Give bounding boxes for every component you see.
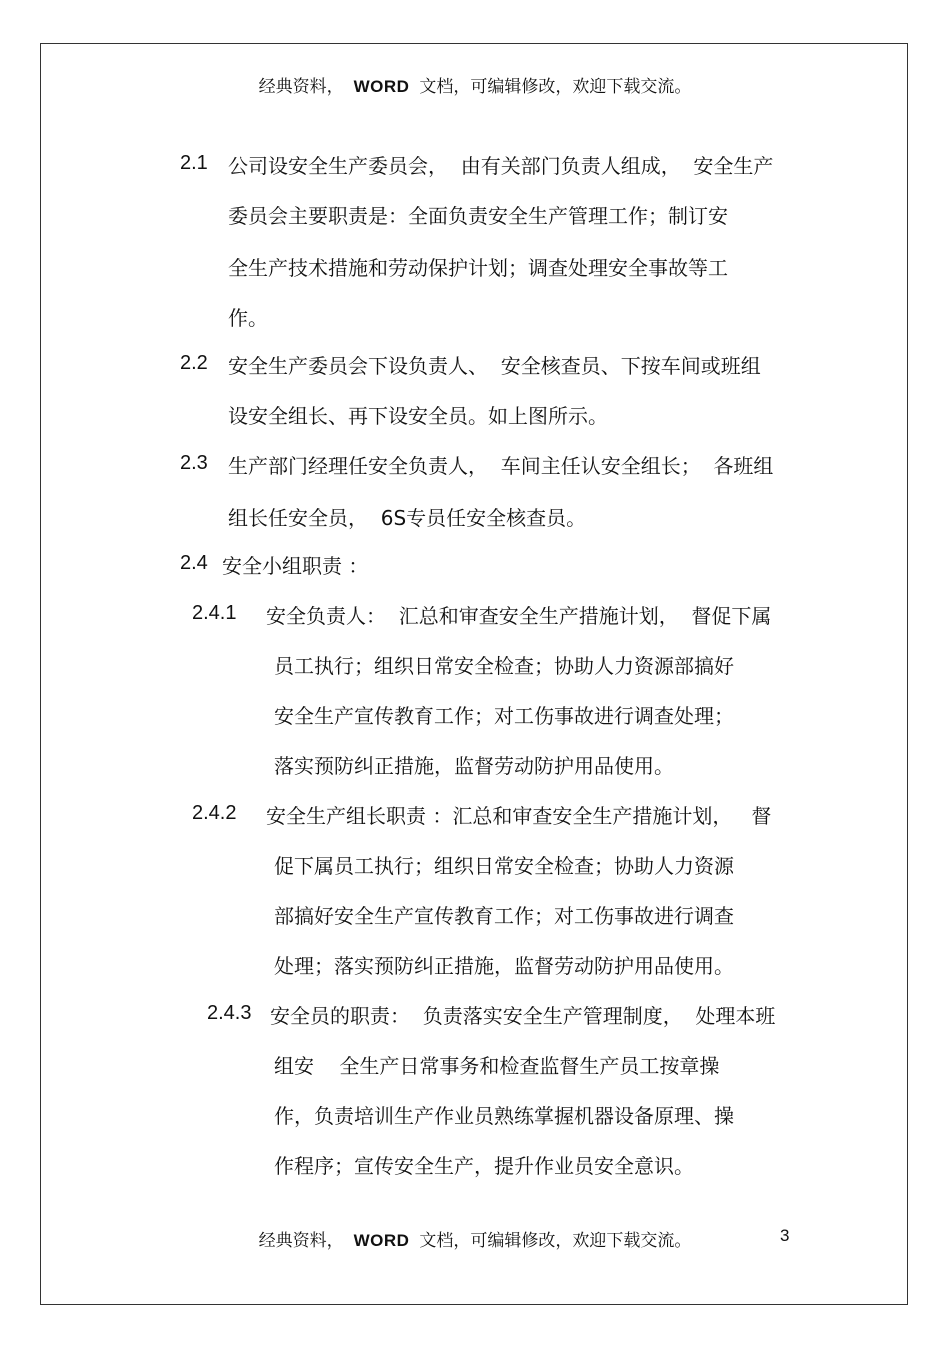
section-text-line: 安全生产委员会下设负责人、 安全核查员、下按车间或班组 — [228, 354, 761, 378]
section-text-line: 员工执行；组织日常安全检查；协助人力资源部搞好 — [274, 654, 734, 678]
footer-text-post: 文档，可编辑修改，欢迎下载交流。 — [419, 1231, 692, 1251]
section-text-line: 落实预防纠正措施，监督劳动防护用品使用。 — [274, 754, 674, 778]
section-number: 2.4.1 — [192, 602, 237, 624]
section-text-line: 组长任安全员， 6S专员任安全核查员。 — [228, 506, 587, 530]
footer-text-pre: 经典资料， — [258, 1231, 344, 1251]
section-text-line: 安全生产组长职责 ：汇总和审查安全生产措施计划， 督 — [266, 804, 772, 828]
section-text-line: 安全生产宣传教育工作；对工伤事故进行调查处理； — [274, 704, 734, 728]
footer-word: WORD — [353, 1231, 410, 1250]
section-number: 2.1 — [180, 152, 208, 174]
section-number: 2.3 — [180, 452, 208, 474]
section-text-line: 安全员的职责： 负责落实安全生产管理制度， 处理本班 — [270, 1004, 776, 1028]
section-number: 2.4.2 — [192, 802, 237, 824]
section-text-line: 促下属员工执行；组织日常安全检查；协助人力资源 — [274, 854, 734, 878]
section-text-line: 安全小组职责 ： — [222, 554, 369, 578]
section-text-line: 处理；落实预防纠正措施，监督劳动防护用品使用。 — [274, 954, 734, 978]
section-text-line: 全生产技术措施和劳动保护计划；调查处理安全事故等工 — [228, 256, 728, 280]
page-number: 3 — [780, 1226, 790, 1245]
section-text-line: 设安全组长、再下设安全员。如上图所示。 — [228, 404, 608, 428]
section-number: 2.4.3 — [207, 1002, 252, 1024]
header-word: WORD — [353, 77, 410, 96]
section-number: 2.4 — [180, 552, 208, 574]
section-text-line: 委员会主要职责是：全面负责安全生产管理工作；制订安 — [228, 204, 728, 228]
section-text-line: 作。 — [228, 306, 268, 330]
page-footer — [0, 1226, 950, 1251]
header-text-pre: 经典资料， — [258, 77, 344, 97]
section-text-line: 生产部门经理任安全负责人， 车间主任认安全组长； 各班组 — [228, 454, 774, 478]
section-text-line: 作，负责培训生产作业员熟练掌握机器设备原理、操 — [274, 1104, 734, 1128]
section-text-line: 公司设安全生产委员会， 由有关部门负责人组成， 安全生产 — [228, 154, 774, 178]
section-number: 2.2 — [180, 352, 208, 374]
section-text-line: 部搞好安全生产宣传教育工作；对工伤事故进行调查 — [274, 904, 734, 928]
section-text-line: 作程序；宣传安全生产，提升作业员安全意识。 — [274, 1154, 694, 1178]
header-text-post: 文档，可编辑修改，欢迎下载交流。 — [419, 77, 692, 97]
section-text-line: 安全负责人： 汇总和审查安全生产措施计划， 督促下属 — [266, 604, 772, 628]
page-header — [0, 72, 950, 97]
section-text-line: 组安 全生产日常事务和检查监督生产员工按章操 — [274, 1054, 720, 1078]
